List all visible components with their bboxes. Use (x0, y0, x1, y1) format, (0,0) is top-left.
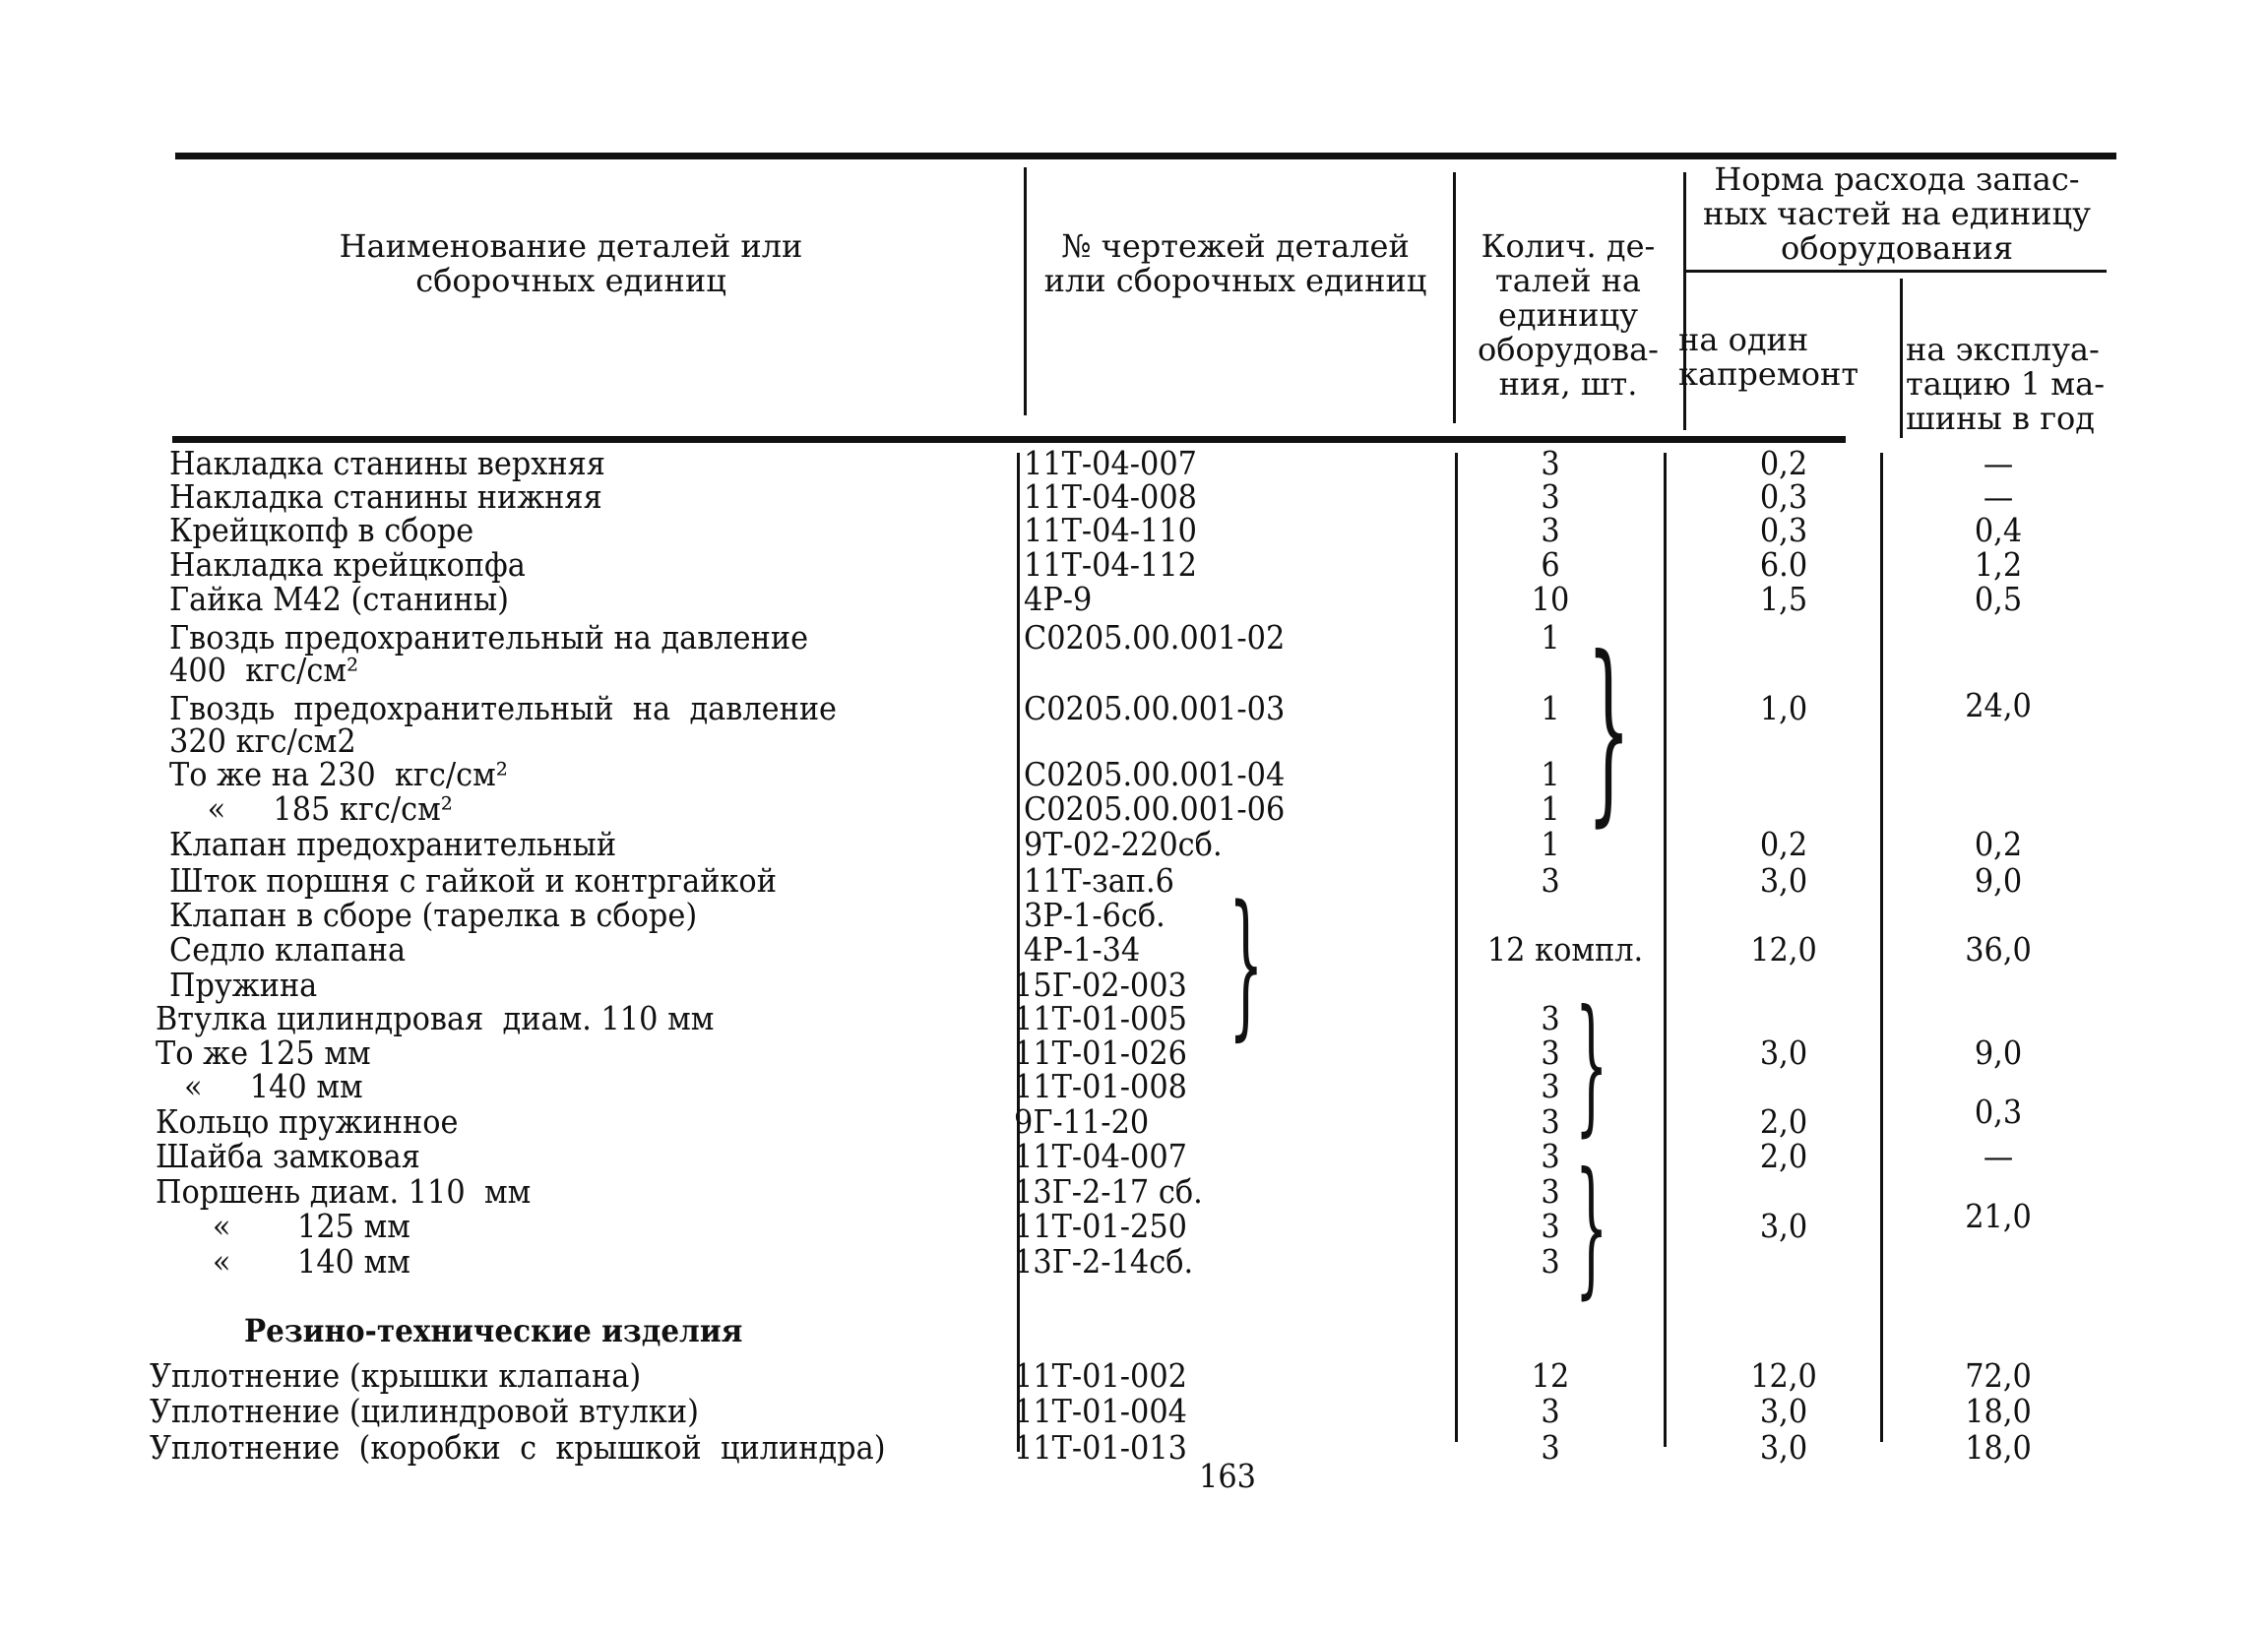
drawing-number: 9Т-02-220сб. (1024, 824, 1223, 863)
drawing-number: 13Г-2-17 сб. (1014, 1171, 1203, 1211)
body-divider-qty (1455, 453, 1458, 1442)
part-name: Кольцо пружинное (156, 1101, 459, 1141)
drawing-number: 11Т-04-007 (1014, 1137, 1187, 1176)
drawing-number: 9Г-11-20 (1014, 1101, 1150, 1141)
part-name: Поршень диам. 110 мм (156, 1171, 532, 1211)
part-name: То же 125 мм (156, 1033, 371, 1073)
drawing-number: 4Р-1-34 (1024, 930, 1141, 970)
drawing-number: С0205.00.001-06 (1024, 789, 1286, 829)
drawing-number: 11Т-04-008 (1024, 476, 1197, 516)
drawing-number: 11Т-01-008 (1014, 1067, 1187, 1106)
norm-overhaul: 1,5 (1759, 580, 1808, 619)
quantity: 3 (1541, 860, 1560, 900)
body-divider-drawing (1017, 453, 1020, 1452)
norm-operation: 0,3 (1974, 1092, 2023, 1131)
part-name: « 140 мм (156, 1067, 363, 1106)
drawing-number: 15Г-02-003 (1014, 965, 1187, 1004)
quantity: 1 (1541, 824, 1560, 863)
header-qty: Колич. де- талей на единицу оборудова- ния, шт. (1478, 227, 1659, 403)
part-name: Клапан в сборе (тарелка в сборе) (169, 895, 698, 934)
norm-overhaul: 12,0 (1750, 1356, 1817, 1396)
part-name: « 140 мм (156, 1241, 410, 1281)
section-heading: Резино-технические изделия (244, 1312, 743, 1349)
quantity: 10 (1531, 580, 1570, 619)
part-name: Клапан предохранительный (169, 824, 617, 863)
quantity: 3 (1541, 998, 1560, 1037)
norm-operation: 24,0 (1965, 686, 2032, 725)
quantity: 3 (1541, 476, 1560, 516)
quantity: 12 (1531, 1356, 1570, 1396)
quantity: 3 (1541, 1391, 1560, 1430)
norm-operation: 9,0 (1974, 1033, 2023, 1073)
part-name: Уплотнение (крышки клапана) (150, 1356, 642, 1396)
header-norm: Норма расхода запас- ных частей на единицу оборудования (1703, 160, 2091, 267)
drawing-number: 11Т-01-026 (1014, 1033, 1187, 1073)
part-name: Накладка станины верхняя (169, 443, 605, 482)
brace-sleeve-group: } (1575, 979, 1608, 1151)
part-name: 320 кгс/см2 (169, 721, 356, 761)
part-name: « 125 мм (156, 1207, 410, 1246)
norm-operation: 18,0 (1965, 1427, 2032, 1467)
drawing-number: 11Т-зап.6 (1024, 860, 1175, 900)
part-name: Гайка М42 (станины) (169, 580, 509, 619)
header-overhaul: на один капремонт (1678, 321, 1859, 393)
drawing-number: 3Р-1-6сб. (1024, 895, 1166, 934)
top-rule (175, 153, 2116, 159)
norm-overhaul: 0,2 (1759, 443, 1808, 482)
part-name: Седло клапана (169, 930, 407, 970)
header-bottom-rule (172, 436, 1846, 443)
norm-overhaul: 0,3 (1759, 476, 1808, 516)
drawing-number: С0205.00.001-02 (1024, 617, 1286, 657)
norm-overhaul: 3,0 (1759, 1033, 1808, 1073)
norm-overhaul: 6.0 (1759, 545, 1808, 585)
quantity: 3 (1541, 510, 1560, 549)
norm-overhaul: 2,0 (1759, 1137, 1808, 1176)
norm-overhaul: 2,0 (1759, 1101, 1808, 1141)
norm-overhaul: 3,0 (1759, 1427, 1808, 1467)
part-name: Шток поршня с гайкой и контргайкой (169, 860, 777, 900)
quantity: 3 (1541, 1101, 1560, 1141)
page-number: 163 (1199, 1457, 1256, 1495)
part-name: « 185 кгс/см² (169, 789, 453, 829)
norm-subheader-rule (1685, 270, 2107, 273)
part-name: Гвоздь предохранительный на давление (169, 617, 809, 657)
norm-overhaul: 0,3 (1759, 510, 1808, 549)
norm-operation: 36,0 (1965, 930, 2032, 970)
norm-operation: 21,0 (1965, 1197, 2032, 1236)
header-operation: на эксплуа- тацию 1 ма- шины в год (1906, 331, 2106, 437)
drawing-number: 13Г-2-14сб. (1014, 1241, 1194, 1281)
norm-overhaul: 3,0 (1759, 1207, 1808, 1246)
drawing-number: 4Р-9 (1024, 580, 1093, 619)
drawing-number: 11Т-01-013 (1014, 1427, 1187, 1467)
norm-operation: 9,0 (1974, 860, 2023, 900)
body-divider-overhaul (1664, 453, 1667, 1447)
part-name: Шайба замковая (156, 1137, 420, 1176)
part-name: Уплотнение (цилиндровой втулки) (150, 1391, 699, 1430)
norm-operation: 0,5 (1974, 580, 2023, 619)
quantity: 3 (1541, 1067, 1560, 1106)
quantity: 3 (1541, 1207, 1560, 1246)
brace-valve-group: } (1228, 871, 1264, 1055)
brace-piston-group: } (1575, 1142, 1608, 1313)
drawing-number: 11Т-01-250 (1014, 1207, 1187, 1246)
quantity: 6 (1541, 545, 1560, 585)
norm-overhaul: 12,0 (1750, 930, 1817, 970)
drawing-number: 11Т-04-007 (1024, 443, 1197, 482)
quantity: 1 (1541, 754, 1560, 793)
drawing-number: 11Т-01-005 (1014, 998, 1187, 1037)
drawing-number: 11Т-01-002 (1014, 1356, 1187, 1396)
quantity: 3 (1541, 443, 1560, 482)
part-name: Накладка станины нижняя (169, 476, 602, 516)
part-name: Накладка крейцкопфа (169, 545, 526, 585)
quantity: 1 (1541, 689, 1560, 728)
drawing-number: 11Т-04-110 (1024, 510, 1197, 549)
quantity: 3 (1541, 1427, 1560, 1467)
norm-operation: — (1983, 443, 2014, 482)
drawing-number: С0205.00.001-04 (1024, 754, 1286, 793)
norm-operation: 1,2 (1974, 545, 2023, 585)
part-name: 400 кгс/см² (169, 650, 359, 689)
norm-operation: — (1983, 1137, 2014, 1176)
drawing-number: 11Т-04-112 (1024, 545, 1197, 585)
header-name: Наименование деталей или сборочных единиц (339, 227, 803, 299)
norm-operation: 0,4 (1974, 510, 2023, 549)
norm-operation: 72,0 (1965, 1356, 2032, 1396)
part-name: Пружина (169, 965, 318, 1004)
header-drawing: № чертежей деталей или сборочных единиц (1043, 227, 1427, 299)
quantity: 1 (1541, 789, 1560, 829)
part-name: Втулка цилиндровая диам. 110 мм (156, 998, 715, 1037)
norm-overhaul: 3,0 (1759, 1391, 1808, 1430)
divider-operation (1900, 279, 1903, 438)
drawing-number: 11Т-01-004 (1014, 1391, 1187, 1430)
norm-operation: 0,2 (1974, 824, 2023, 863)
quantity: 3 (1541, 1033, 1560, 1073)
body-divider-operation (1880, 453, 1883, 1442)
part-name: Гвоздь предохранительный на давление (169, 689, 838, 728)
part-name: Уплотнение (коробки с крышкой цилиндра) (150, 1427, 886, 1467)
norm-operation: 18,0 (1965, 1391, 2032, 1430)
brace-gvozd-group: } (1587, 615, 1631, 845)
quantity: 3 (1541, 1137, 1560, 1176)
quantity: 12 компл. (1486, 930, 1644, 970)
quantity: 1 (1541, 617, 1560, 657)
part-name: То же на 230 кгс/см² (169, 754, 508, 793)
quantity: 3 (1541, 1171, 1560, 1211)
quantity: 3 (1541, 1241, 1560, 1281)
norm-overhaul: 1,0 (1759, 689, 1808, 728)
part-name: Крейцкопф в сборе (169, 510, 474, 549)
norm-overhaul: 0,2 (1759, 824, 1808, 863)
norm-operation: — (1983, 476, 2014, 516)
norm-overhaul: 3,0 (1759, 860, 1808, 900)
drawing-number: С0205.00.001-03 (1024, 689, 1286, 728)
